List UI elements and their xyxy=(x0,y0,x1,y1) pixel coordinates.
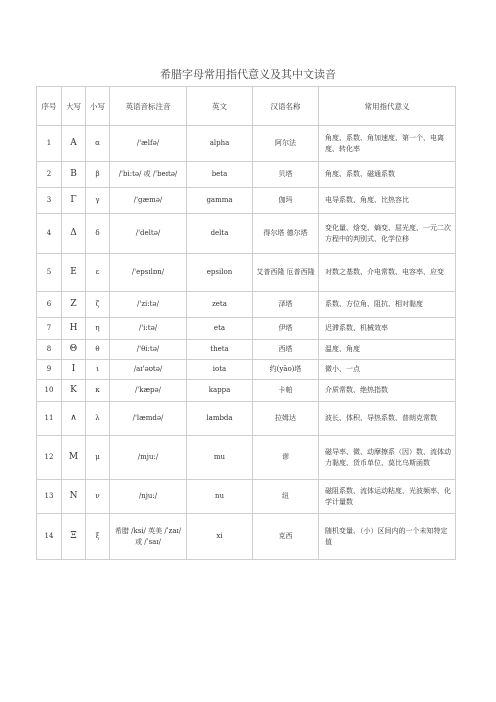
cell-english: gamma xyxy=(187,188,253,214)
cell-ipa: /mju:/ xyxy=(110,436,187,480)
cell-ipa: /'i:tə/ xyxy=(110,318,187,340)
cell-english: mu xyxy=(187,436,253,480)
greek-letters-table xyxy=(36,86,456,560)
cell-lower: ζ xyxy=(86,292,110,318)
cell-upper: Κ xyxy=(62,380,86,402)
cell-english: epsilon xyxy=(187,254,253,292)
cell-chinese: 卡帕 xyxy=(253,380,319,402)
cell-lower: κ xyxy=(86,380,110,402)
cell-no: 1 xyxy=(37,126,62,162)
table-row xyxy=(37,402,456,436)
cell-lower: ε xyxy=(86,254,110,292)
cell-chinese: 纽 xyxy=(253,480,319,514)
cell-ipa: /'deltə/ xyxy=(110,214,187,254)
table-body xyxy=(37,126,456,560)
cell-lower: θ xyxy=(86,340,110,360)
cell-upper: Ε xyxy=(62,254,86,292)
cell-english: alpha xyxy=(187,126,253,162)
cell-ipa: /'læmdə/ xyxy=(110,402,187,436)
cell-lower: γ xyxy=(86,188,110,214)
table-row xyxy=(37,360,456,380)
cell-meaning: 温度、角度 xyxy=(319,340,456,360)
cell-no: 14 xyxy=(37,514,62,560)
cell-chinese: 艾普西隆 厄普西隆 xyxy=(253,254,319,292)
cell-meaning: 电导系数、角度、比热容比 xyxy=(319,188,456,214)
table-row xyxy=(37,162,456,188)
cell-chinese: 谬 xyxy=(253,436,319,480)
cell-ipa: /'ælfə/ xyxy=(110,126,187,162)
cell-ipa: /nju:/ xyxy=(110,480,187,514)
cell-upper: Μ xyxy=(62,436,86,480)
header-chinese: 汉语名称 xyxy=(253,87,319,126)
cell-meaning: 磁阻系数、流体运动粘度、光波频率、化学计量数 xyxy=(319,480,456,514)
table-row xyxy=(37,318,456,340)
cell-no: 4 xyxy=(37,214,62,254)
cell-meaning: 磁导率、微、动摩擦系（因）数、流体动力黏度、货币单位、莫比乌斯函数 xyxy=(319,436,456,480)
cell-english: nu xyxy=(187,480,253,514)
cell-chinese: 伽玛 xyxy=(253,188,319,214)
header-upper: 大写 xyxy=(62,87,86,126)
cell-upper: Γ xyxy=(62,188,86,214)
cell-no: 11 xyxy=(37,402,62,436)
table-row xyxy=(37,480,456,514)
cell-upper: Ν xyxy=(62,480,86,514)
cell-lower: λ xyxy=(86,402,110,436)
cell-meaning: 波长、体积、导热系数、普朗克常数 xyxy=(319,402,456,436)
cell-upper: Ξ xyxy=(62,514,86,560)
cell-upper: Ι xyxy=(62,360,86,380)
cell-meaning: 系数、方位角、阻抗、相对黏度 xyxy=(319,292,456,318)
table-row xyxy=(37,214,456,254)
cell-english: theta xyxy=(187,340,253,360)
cell-chinese: 阿尔法 xyxy=(253,126,319,162)
table-header-row xyxy=(37,87,456,126)
cell-lower: μ xyxy=(86,436,110,480)
cell-upper: Δ xyxy=(62,214,86,254)
cell-ipa: /aɪ'əʊtə/ xyxy=(110,360,187,380)
cell-meaning: 介质常数、绝热指数 xyxy=(319,380,456,402)
cell-no: 8 xyxy=(37,340,62,360)
cell-ipa: /'θi:tə/ xyxy=(110,340,187,360)
cell-chinese: 贝塔 xyxy=(253,162,319,188)
cell-upper: Β xyxy=(62,162,86,188)
cell-meaning: 对数之基数、介电常数、电容率、应变 xyxy=(319,254,456,292)
page-title: 希腊字母常用指代意义及其中文读音 xyxy=(160,68,336,81)
table-row xyxy=(37,514,456,560)
cell-chinese: 泽塔 xyxy=(253,292,319,318)
cell-english: eta xyxy=(187,318,253,340)
cell-meaning: 随机变量、（小）区间内的一个未知特定值 xyxy=(319,514,456,560)
cell-lower: ι xyxy=(86,360,110,380)
cell-english: zeta xyxy=(187,292,253,318)
cell-english: delta xyxy=(187,214,253,254)
header-no: 序号 xyxy=(37,87,62,126)
cell-no: 9 xyxy=(37,360,62,380)
table-row xyxy=(37,436,456,480)
cell-english: lambda xyxy=(187,402,253,436)
cell-english: kappa xyxy=(187,380,253,402)
cell-no: 10 xyxy=(37,380,62,402)
cell-no: 13 xyxy=(37,480,62,514)
cell-upper: Ζ xyxy=(62,292,86,318)
cell-meaning: 变化量、焓变、熵变、屈光度、一元二次方程中的判别式、化学位移 xyxy=(319,214,456,254)
cell-lower: α xyxy=(86,126,110,162)
cell-upper: Η xyxy=(62,318,86,340)
table-row xyxy=(37,188,456,214)
cell-no: 6 xyxy=(37,292,62,318)
cell-ipa: 希腊 /ksi/ 英美 /ˈzaɪ/ 或 /ˈsaɪ/ xyxy=(110,514,187,560)
cell-meaning: 微小、一点 xyxy=(319,360,456,380)
header-meaning: 常用指代意义 xyxy=(319,87,456,126)
cell-no: 2 xyxy=(37,162,62,188)
table-row xyxy=(37,292,456,318)
table-row xyxy=(37,380,456,402)
table-row xyxy=(37,254,456,292)
cell-meaning: 迟滞系数、机械效率 xyxy=(319,318,456,340)
cell-no: 7 xyxy=(37,318,62,340)
cell-english: iota xyxy=(187,360,253,380)
table-row xyxy=(37,126,456,162)
cell-chinese: 西塔 xyxy=(253,340,319,360)
header-lower: 小写 xyxy=(86,87,110,126)
cell-lower: η xyxy=(86,318,110,340)
header-english: 英文 xyxy=(187,87,253,126)
cell-meaning: 角度、系数、磁通系数 xyxy=(319,162,456,188)
cell-chinese: 拉姆达 xyxy=(253,402,319,436)
cell-upper: Θ xyxy=(62,340,86,360)
cell-english: xi xyxy=(187,514,253,560)
cell-chinese: 伊塔 xyxy=(253,318,319,340)
cell-meaning: 角度、系数、角加速度、第一个、电离度、转化率 xyxy=(319,126,456,162)
cell-chinese: 约(yāo)塔 xyxy=(253,360,319,380)
cell-ipa: /'kæpə/ xyxy=(110,380,187,402)
cell-no: 12 xyxy=(37,436,62,480)
cell-lower: ν xyxy=(86,480,110,514)
cell-lower: β xyxy=(86,162,110,188)
header-ipa: 英语音标注音 xyxy=(110,87,187,126)
cell-upper: Α xyxy=(62,126,86,162)
cell-chinese: 克西 xyxy=(253,514,319,560)
cell-english: beta xyxy=(187,162,253,188)
cell-no: 3 xyxy=(37,188,62,214)
cell-lower: δ xyxy=(86,214,110,254)
cell-lower: ξ xyxy=(86,514,110,560)
cell-chinese: 得尔塔 德尔塔 xyxy=(253,214,319,254)
table-row xyxy=(37,340,456,360)
cell-no: 5 xyxy=(37,254,62,292)
cell-ipa: /'bi:tə/ 或 /'beɪtə/ xyxy=(110,162,187,188)
cell-upper: ∧ xyxy=(62,402,86,436)
cell-ipa: /'gæmə/ xyxy=(110,188,187,214)
cell-ipa: /'epsɪlɒn/ xyxy=(110,254,187,292)
cell-ipa: /'zi:tə/ xyxy=(110,292,187,318)
